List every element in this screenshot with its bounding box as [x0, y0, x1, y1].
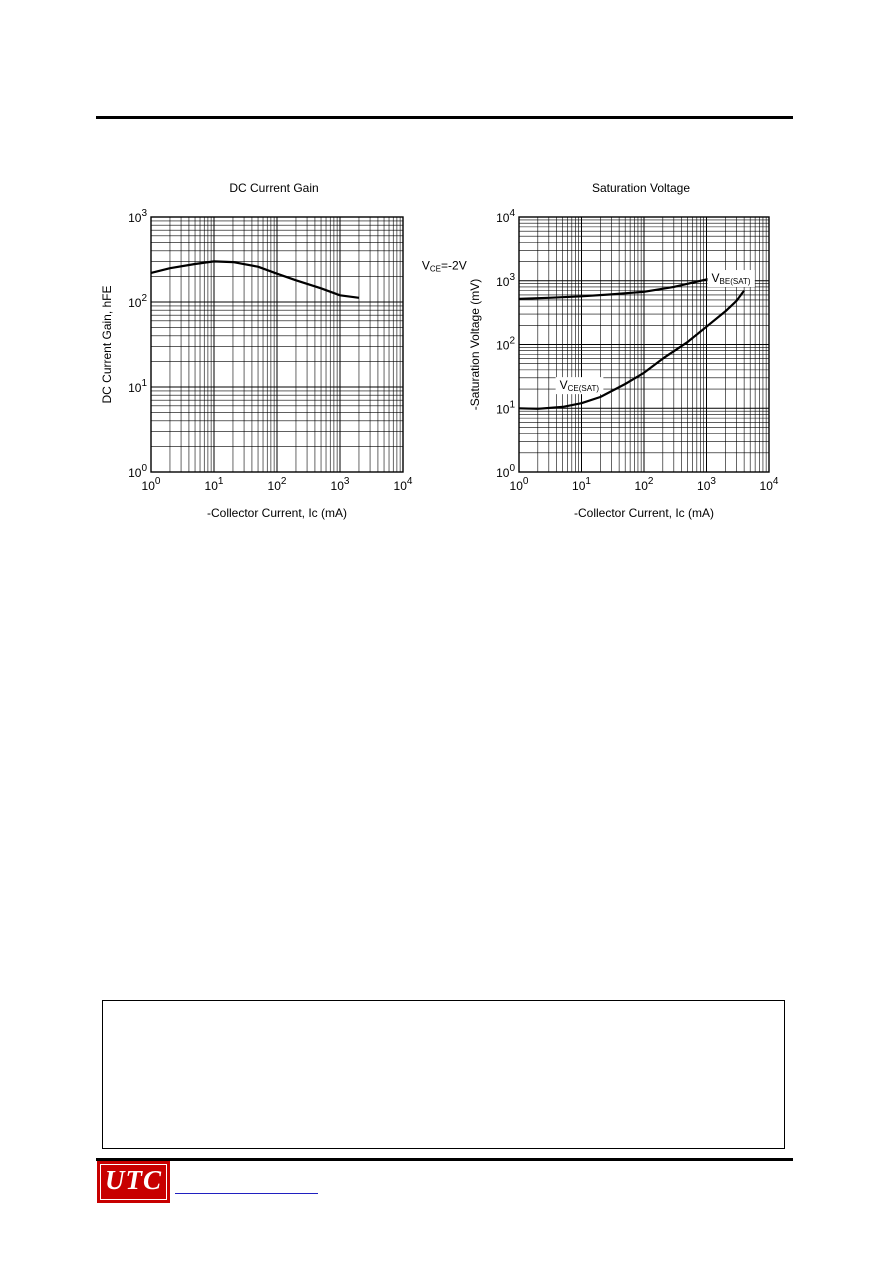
- y-tick-label: $10^0$: [496, 463, 515, 480]
- y-axis-label: DC Current Gain, hFE: [100, 285, 114, 404]
- y-tick-label: $10^2$: [496, 335, 515, 353]
- dc-current-gain-chart: [96, 205, 467, 525]
- x-tick-label: $10^3$: [330, 476, 350, 493]
- series-annotation-text: VCE(SAT): [559, 378, 600, 394]
- chart-1-title: DC Current Gain: [229, 181, 319, 195]
- x-axis-label: -Collector Current, Ic (mA): [573, 506, 715, 520]
- y-tick-label: $10^4$: [496, 208, 515, 225]
- website-link[interactable]: [175, 1193, 318, 1194]
- notice-box: [102, 1000, 785, 1149]
- y-tick-label: $10^1$: [128, 378, 147, 395]
- footer-rule: [96, 1158, 793, 1161]
- series-line: [151, 261, 359, 297]
- chart-2-title: Saturation Voltage: [591, 181, 691, 195]
- y-tick-label: $10^1$: [496, 399, 515, 417]
- x-tick-label: $10^1$: [572, 476, 591, 493]
- grid: [151, 217, 403, 472]
- series-annotation: [556, 377, 604, 394]
- y-tick-label: $10^3$: [496, 271, 515, 289]
- x-tick-label: $10^1$: [204, 476, 224, 493]
- x-tick-label: $10^2$: [634, 476, 654, 493]
- series-line: [519, 291, 744, 409]
- logo-text: UTC: [105, 1165, 162, 1195]
- x-tick-label: $10^2$: [267, 476, 287, 493]
- series-annotation-text: VCE=-2V: [421, 258, 467, 274]
- x-axis-label: -Collector Current, Ic (mA): [206, 506, 348, 520]
- x-tick-label: $10^0$: [141, 476, 161, 493]
- y-tick-label: $10^0$: [128, 463, 147, 480]
- y-axis-label: -Saturation Voltage (mV): [468, 278, 482, 411]
- grid: [519, 217, 769, 472]
- series-annotation-text: VBE(SAT): [711, 271, 751, 287]
- utc-logo: [97, 1161, 170, 1203]
- x-tick-label: $10^4$: [393, 476, 413, 493]
- x-tick-label: $10^3$: [697, 476, 716, 493]
- header-rule: [96, 116, 793, 119]
- saturation-voltage-chart: [462, 205, 792, 525]
- series-annotation: [708, 270, 755, 287]
- y-tick-label: $10^3$: [128, 208, 147, 225]
- x-tick-label: $10^0$: [509, 476, 529, 493]
- y-tick-label: $10^2$: [128, 293, 147, 310]
- x-tick-label: $10^4$: [759, 476, 779, 493]
